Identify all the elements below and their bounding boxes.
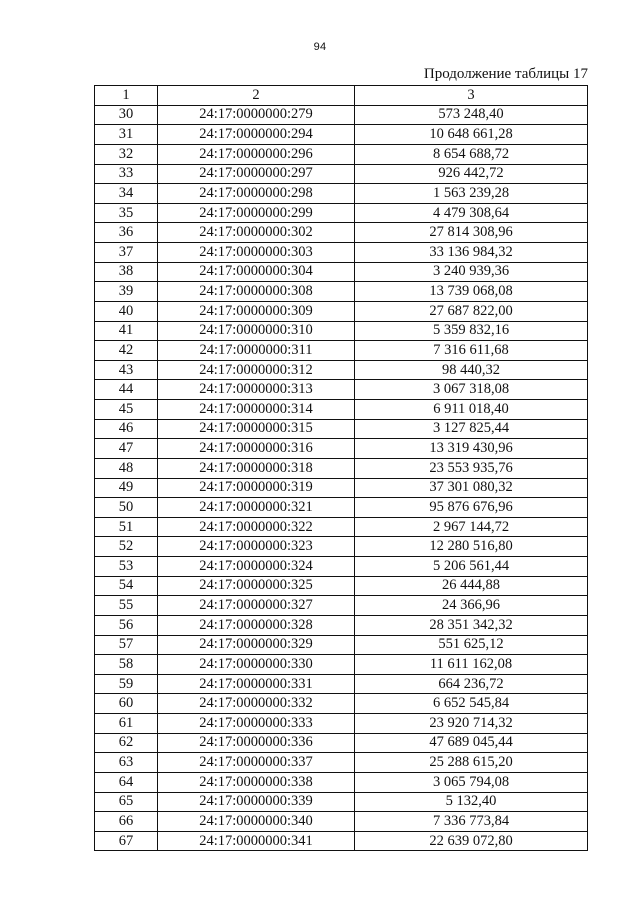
value-cell: 3 240 939,36 — [355, 262, 588, 282]
row-number-cell: 35 — [95, 203, 158, 223]
value-cell: 5 132,40 — [355, 792, 588, 812]
row-number-cell: 45 — [95, 400, 158, 420]
row-number-cell: 40 — [95, 301, 158, 321]
row-number-cell: 48 — [95, 458, 158, 478]
value-cell: 3 127 825,44 — [355, 419, 588, 439]
cadastral-number-cell: 24:17:0000000:319 — [158, 478, 355, 498]
value-cell: 28 351 342,32 — [355, 615, 588, 635]
row-number-cell: 64 — [95, 772, 158, 792]
row-number-cell: 60 — [95, 694, 158, 714]
cadastral-number-cell: 24:17:0000000:323 — [158, 537, 355, 557]
table-row — [95, 380, 588, 400]
table-row — [95, 831, 588, 851]
row-number-cell: 44 — [95, 380, 158, 400]
table-row — [95, 282, 588, 302]
row-number-cell: 53 — [95, 557, 158, 577]
table-row — [95, 792, 588, 812]
row-number-cell: 59 — [95, 674, 158, 694]
value-cell: 573 248,40 — [355, 105, 588, 125]
row-number-cell: 39 — [95, 282, 158, 302]
cadastral-number-cell: 24:17:0000000:322 — [158, 517, 355, 537]
cadastral-number-cell: 24:17:0000000:338 — [158, 772, 355, 792]
row-number-cell: 65 — [95, 792, 158, 812]
table-row — [95, 400, 588, 420]
cadastral-number-cell: 24:17:0000000:330 — [158, 655, 355, 675]
cadastral-number-cell: 24:17:0000000:316 — [158, 439, 355, 459]
table-row — [95, 694, 588, 714]
value-cell: 926 442,72 — [355, 164, 588, 184]
value-cell: 551 625,12 — [355, 635, 588, 655]
table-row — [95, 360, 588, 380]
value-cell: 13 739 068,08 — [355, 282, 588, 302]
table-row — [95, 772, 588, 792]
cadastral-number-cell: 24:17:0000000:331 — [158, 674, 355, 694]
row-number-cell: 47 — [95, 439, 158, 459]
value-cell: 8 654 688,72 — [355, 144, 588, 164]
row-number-cell: 46 — [95, 419, 158, 439]
table-row — [95, 125, 588, 145]
table-row — [95, 419, 588, 439]
value-cell: 5 359 832,16 — [355, 321, 588, 341]
value-cell: 25 288 615,20 — [355, 753, 588, 773]
cadastral-number-cell: 24:17:0000000:313 — [158, 380, 355, 400]
value-cell: 23 920 714,32 — [355, 714, 588, 734]
row-number-cell: 63 — [95, 753, 158, 773]
cadastral-number-cell: 24:17:0000000:337 — [158, 753, 355, 773]
cadastral-number-cell: 24:17:0000000:309 — [158, 301, 355, 321]
value-cell: 3 067 318,08 — [355, 380, 588, 400]
value-cell: 5 206 561,44 — [355, 557, 588, 577]
cadastral-number-cell: 24:17:0000000:340 — [158, 812, 355, 832]
cadastral-number-cell: 24:17:0000000:325 — [158, 576, 355, 596]
value-cell: 33 136 984,32 — [355, 243, 588, 263]
row-number-cell: 38 — [95, 262, 158, 282]
value-cell: 6 911 018,40 — [355, 400, 588, 420]
cadastral-number-cell: 24:17:0000000:297 — [158, 164, 355, 184]
row-number-cell: 37 — [95, 243, 158, 263]
value-cell: 6 652 545,84 — [355, 694, 588, 714]
table-row — [95, 341, 588, 361]
row-number-cell: 30 — [95, 105, 158, 125]
cadastral-number-cell: 24:17:0000000:310 — [158, 321, 355, 341]
value-cell: 98 440,32 — [355, 360, 588, 380]
row-number-cell: 62 — [95, 733, 158, 753]
cadastral-number-cell: 24:17:0000000:311 — [158, 341, 355, 361]
value-cell: 7 336 773,84 — [355, 812, 588, 832]
value-cell: 13 319 430,96 — [355, 439, 588, 459]
row-number-cell: 57 — [95, 635, 158, 655]
value-cell: 10 648 661,28 — [355, 125, 588, 145]
row-number-cell: 55 — [95, 596, 158, 616]
row-number-cell: 43 — [95, 360, 158, 380]
cadastral-number-cell: 24:17:0000000:314 — [158, 400, 355, 420]
value-cell: 1 563 239,28 — [355, 184, 588, 204]
table-header-row — [95, 86, 588, 106]
cadastral-number-cell: 24:17:0000000:298 — [158, 184, 355, 204]
row-number-cell: 67 — [95, 831, 158, 851]
table-row — [95, 164, 588, 184]
table-row — [95, 714, 588, 734]
header-cell-value: 3 — [355, 86, 588, 106]
row-number-cell: 58 — [95, 655, 158, 675]
cadastral-number-cell: 24:17:0000000:308 — [158, 282, 355, 302]
value-cell: 47 689 045,44 — [355, 733, 588, 753]
cadastral-number-cell: 24:17:0000000:341 — [158, 831, 355, 851]
row-number-cell: 34 — [95, 184, 158, 204]
cadastral-number-cell: 24:17:0000000:296 — [158, 144, 355, 164]
table-row — [95, 596, 588, 616]
table-row — [95, 105, 588, 125]
cadastral-number-cell: 24:17:0000000:333 — [158, 714, 355, 734]
row-number-cell: 33 — [95, 164, 158, 184]
value-cell: 22 639 072,80 — [355, 831, 588, 851]
cadastral-number-cell: 24:17:0000000:332 — [158, 694, 355, 714]
value-cell: 11 611 162,08 — [355, 655, 588, 675]
table-row — [95, 321, 588, 341]
row-number-cell: 31 — [95, 125, 158, 145]
row-number-cell: 42 — [95, 341, 158, 361]
row-number-cell: 61 — [95, 714, 158, 734]
table-row — [95, 615, 588, 635]
table-row — [95, 576, 588, 596]
row-number-cell: 41 — [95, 321, 158, 341]
value-cell: 27 687 822,00 — [355, 301, 588, 321]
value-cell: 24 366,96 — [355, 596, 588, 616]
cadastral-number-cell: 24:17:0000000:299 — [158, 203, 355, 223]
row-number-cell: 51 — [95, 517, 158, 537]
table-row — [95, 243, 588, 263]
table-row — [95, 262, 588, 282]
cadastral-number-cell: 24:17:0000000:302 — [158, 223, 355, 243]
row-number-cell: 36 — [95, 223, 158, 243]
value-cell: 664 236,72 — [355, 674, 588, 694]
value-cell: 37 301 080,32 — [355, 478, 588, 498]
cadastral-number-cell: 24:17:0000000:315 — [158, 419, 355, 439]
table-row — [95, 203, 588, 223]
value-cell: 23 553 935,76 — [355, 458, 588, 478]
header-cell-number: 1 — [95, 86, 158, 106]
value-cell: 95 876 676,96 — [355, 498, 588, 518]
cadastral-number-cell: 24:17:0000000:318 — [158, 458, 355, 478]
value-cell: 26 444,88 — [355, 576, 588, 596]
table-body — [95, 86, 588, 851]
table-row — [95, 478, 588, 498]
value-cell: 4 479 308,64 — [355, 203, 588, 223]
row-number-cell: 32 — [95, 144, 158, 164]
table-row — [95, 812, 588, 832]
cadastral-number-cell: 24:17:0000000:294 — [158, 125, 355, 145]
row-number-cell: 54 — [95, 576, 158, 596]
value-cell: 3 065 794,08 — [355, 772, 588, 792]
table-row — [95, 753, 588, 773]
cadastral-number-cell: 24:17:0000000:304 — [158, 262, 355, 282]
cadastral-number-cell: 24:17:0000000:328 — [158, 615, 355, 635]
table-row — [95, 557, 588, 577]
cadastral-number-cell: 24:17:0000000:321 — [158, 498, 355, 518]
cadastral-number-cell: 24:17:0000000:336 — [158, 733, 355, 753]
row-number-cell: 50 — [95, 498, 158, 518]
cadastral-number-cell: 24:17:0000000:339 — [158, 792, 355, 812]
table-row — [95, 458, 588, 478]
table-row — [95, 674, 588, 694]
value-cell: 12 280 516,80 — [355, 537, 588, 557]
row-number-cell: 56 — [95, 615, 158, 635]
table-row — [95, 223, 588, 243]
table-row — [95, 517, 588, 537]
table-row — [95, 655, 588, 675]
cadastral-number-cell: 24:17:0000000:327 — [158, 596, 355, 616]
cadastral-number-cell: 24:17:0000000:312 — [158, 360, 355, 380]
value-cell: 27 814 308,96 — [355, 223, 588, 243]
table-row — [95, 537, 588, 557]
page-number: 94 — [313, 41, 327, 53]
cadastral-number-cell: 24:17:0000000:279 — [158, 105, 355, 125]
table-continuation-label: Продолжение таблицы 17 — [423, 66, 588, 82]
row-number-cell: 49 — [95, 478, 158, 498]
value-cell: 7 316 611,68 — [355, 341, 588, 361]
table-row — [95, 439, 588, 459]
table-row — [95, 733, 588, 753]
value-cell: 2 967 144,72 — [355, 517, 588, 537]
table-row — [95, 144, 588, 164]
data-table — [94, 85, 588, 851]
table-row — [95, 184, 588, 204]
row-number-cell: 52 — [95, 537, 158, 557]
cadastral-number-cell: 24:17:0000000:324 — [158, 557, 355, 577]
row-number-cell: 66 — [95, 812, 158, 832]
table-row — [95, 498, 588, 518]
header-cell-cadastral-id: 2 — [158, 86, 355, 106]
table-row — [95, 635, 588, 655]
table-row — [95, 301, 588, 321]
cadastral-number-cell: 24:17:0000000:303 — [158, 243, 355, 263]
cadastral-number-cell: 24:17:0000000:329 — [158, 635, 355, 655]
